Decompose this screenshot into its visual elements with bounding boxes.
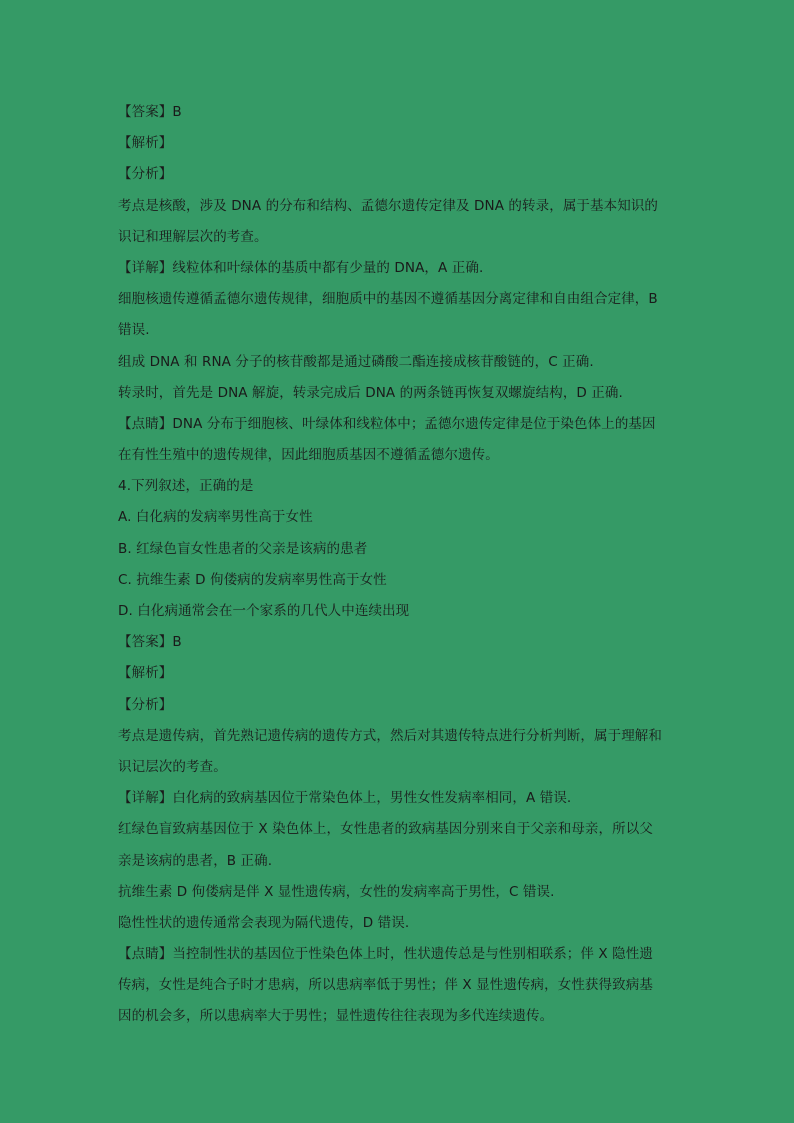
option-d: D. 白化病通常会在一个家系的几代人中连续出现 (118, 603, 410, 619)
option-a: A. 白化病的发病率男性高于女性 (118, 509, 313, 526)
text-line: 考点是遗传病，首先熟记遗传病的遗传方式，然后对其遗传特点进行分析判断，属于理解和 (118, 727, 662, 744)
document-page (118, 97, 678, 1033)
text-line: 隐性性状的遗传通常会表现为隔代遗传，D 错误. (118, 914, 410, 931)
tip-line: 【点睛】DNA 分布于细胞核、叶绿体和线粒体中；孟德尔遗传定律是位于染色体上的基因 (118, 415, 656, 432)
tip-line: 【点睛】当控制性状的基因位于性染色体上时，性状遗传总是与性别相联系；伴 X 隐性遗 (118, 946, 653, 963)
text-line: 识记层次的考查。 (118, 758, 227, 775)
text-line: 转录时，首先是 DNA 解旋，转录完成后 DNA 的两条链再恢复双螺旋结构，D 正确. (118, 384, 623, 401)
analysis-header: 【解析】 (118, 665, 173, 682)
analysis-subheader: 【分析】 (118, 166, 173, 183)
detail-line: 【详解】线粒体和叶绿体的基质中都有少量的 DNA，A 正确. (118, 259, 484, 276)
analysis-header: 【解析】 (118, 135, 173, 152)
text-line: 细胞核遗传遵循孟德尔遗传规律，细胞质中的基因不遵循基因分离定律和自由组合定律，B (118, 291, 658, 308)
analysis-subheader: 【分析】 (118, 696, 173, 713)
answer-label: 【答案】B (118, 104, 182, 120)
text-line: 识记和理解层次的考查。 (118, 228, 268, 245)
text-line: 错误. (118, 322, 150, 339)
answer-label: 【答案】B (118, 634, 182, 651)
option-b: B. 红绿色盲女性患者的父亲是该病的患者 (118, 540, 368, 557)
text-line: 组成 DNA 和 RNA 分子的核苷酸都是通过磷酸二酯连接成核苷酸链的，C 正确. (118, 353, 594, 370)
text-line: 因的机会多，所以患病率大于男性；显性遗传往往表现为多代连续遗传。 (118, 1008, 554, 1025)
text-line: 亲是该病的患者，B 正确. (118, 852, 273, 869)
text-line: 红绿色盲致病基因位于 X 染色体上，女性患者的致病基因分别来自于父亲和母亲，所以父 (118, 821, 653, 838)
text-line: 考点是核酸，涉及 DNA 的分布和结构、孟德尔遗传定律及 DNA 的转录，属于基本知识的 (118, 197, 659, 214)
question-stem: 4.下列叙述，正确的是 (118, 478, 254, 495)
text-line: 在有性生殖中的遗传规律，因此细胞质基因不遵循孟德尔遗传。 (118, 447, 499, 464)
detail-line: 【详解】白化病的致病基因位于常染色体上，男性女性发病率相同，A 错误. (118, 790, 572, 807)
text-line: 传病，女性是纯合子时才患病，所以患病率低于男性；伴 X 显性遗传病，女性获得致病基 (118, 977, 653, 994)
option-c: C. 抗维生素 D 佝偻病的发病率男性高于女性 (118, 571, 387, 588)
text-line: 抗维生素 D 佝偻病是伴 X 显性遗传病，女性的发病率高于男性，C 错误. (118, 883, 555, 900)
